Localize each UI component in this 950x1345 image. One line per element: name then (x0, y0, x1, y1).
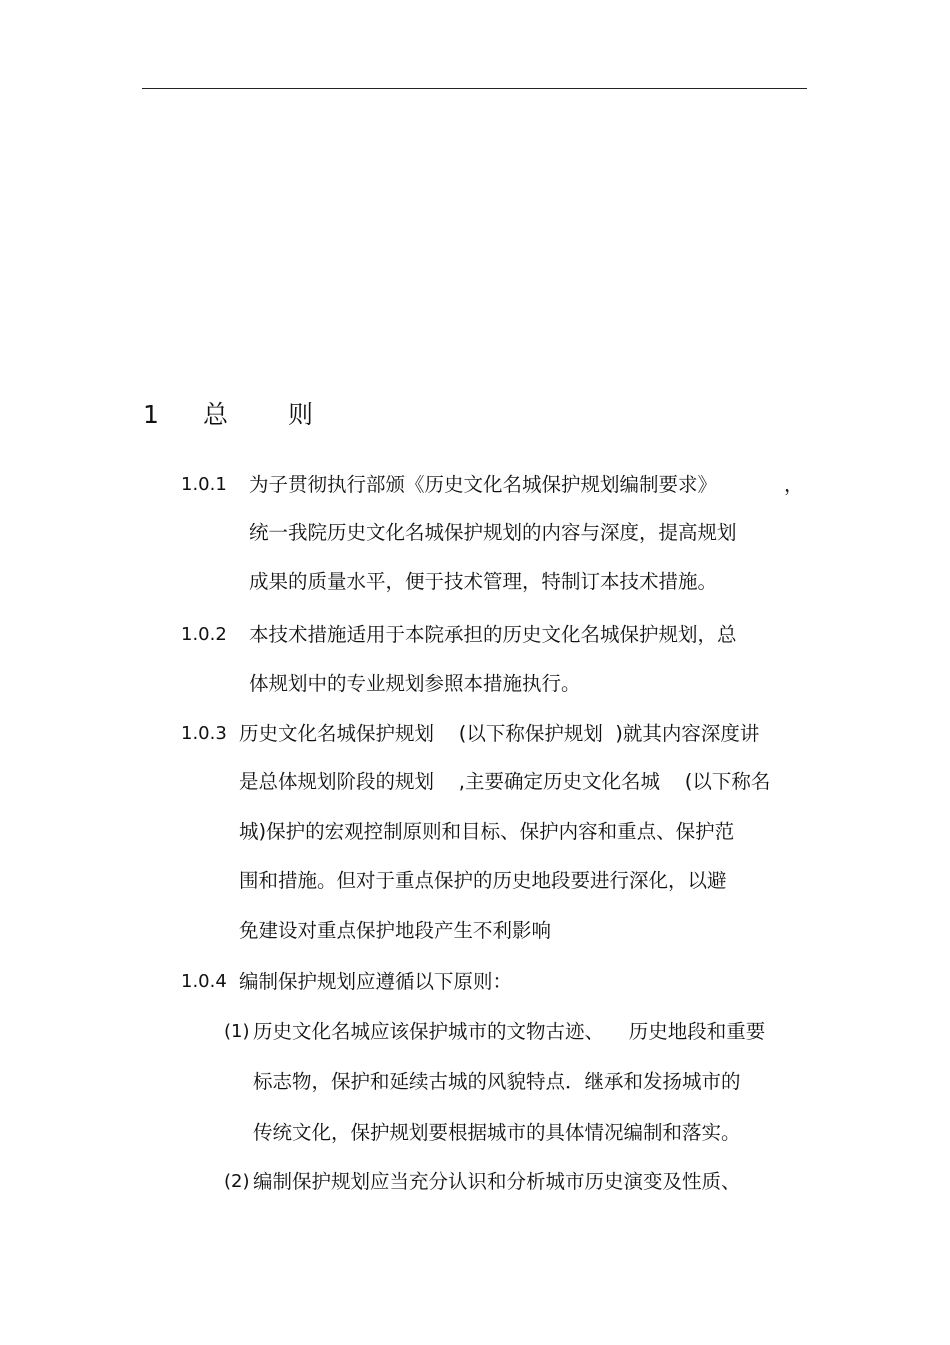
item-1-line-1: 历史文化名城应该保护城市的文物古迹、 历史地段和重要 (253, 1020, 766, 1043)
clause-number-1-0-1: 1.0.1 (181, 474, 227, 495)
item-1-line-3: 传统文化，保护规划要根据城市的具体情况编制和落实。 (253, 1121, 741, 1144)
clause-1-0-3-line-1: 历史文化名城保护规划 (以下称保护规划 )就其内容深度讲 (239, 722, 760, 745)
clause-1-0-2-line-2: 体规划中的专业规划参照本措施执行。 (249, 672, 581, 695)
clause-1-0-1-line-1-tail: ， (784, 473, 804, 496)
chapter-number: 1 (143, 400, 159, 429)
clause-1-0-1-line-1: 为子贯彻执行部颁《历史文化名城保护规划编制要求》 (249, 473, 718, 496)
clause-number-1-0-3: 1.0.3 (181, 723, 227, 744)
clause-1-0-3-line-4: 围和措施。但对于重点保护的历史地段要进行深化，以避 (239, 869, 727, 892)
clause-1-0-3-line-3: 城)保护的宏观控制原则和目标、保护内容和重点、保护范 (239, 820, 735, 843)
chapter-title-char-2: 则 (288, 400, 314, 429)
clause-1-0-2-line-1: 本技术措施适用于本院承担的历史文化名城保护规划，总 (249, 623, 737, 646)
item-1-line-2: 标志物，保护和延续古城的风貌特点．继承和发扬城市的 (253, 1070, 741, 1093)
item-number-1: (1) (224, 1021, 250, 1042)
clause-number-1-0-4: 1.0.4 (181, 971, 227, 992)
chapter-title (203, 398, 313, 432)
clause-1-0-1-line-3: 成果的质量水平，便于技术管理，特制订本技术措施。 (249, 570, 718, 593)
chapter-title-char-1: 总 (203, 400, 229, 429)
item-2-line-1: 编制保护规划应当充分认识和分析城市历史演变及性质、 (253, 1170, 741, 1193)
clause-1-0-3-line-5: 免建设对重点保护地段产生不利影响 (239, 919, 552, 942)
clause-1-0-4-line-1: 编制保护规划应遵循以下原则： (239, 970, 513, 993)
clause-1-0-3-line-2: 是总体规划阶段的规划 ,主要确定历史文化名城 (以下称名 (239, 770, 771, 793)
clause-number-1-0-2: 1.0.2 (181, 624, 227, 645)
header-rule (142, 88, 807, 89)
item-number-2: (2) (224, 1171, 250, 1192)
clause-1-0-1-line-2: 统一我院历史文化名城保护规划的内容与深度，提高规划 (249, 521, 737, 544)
